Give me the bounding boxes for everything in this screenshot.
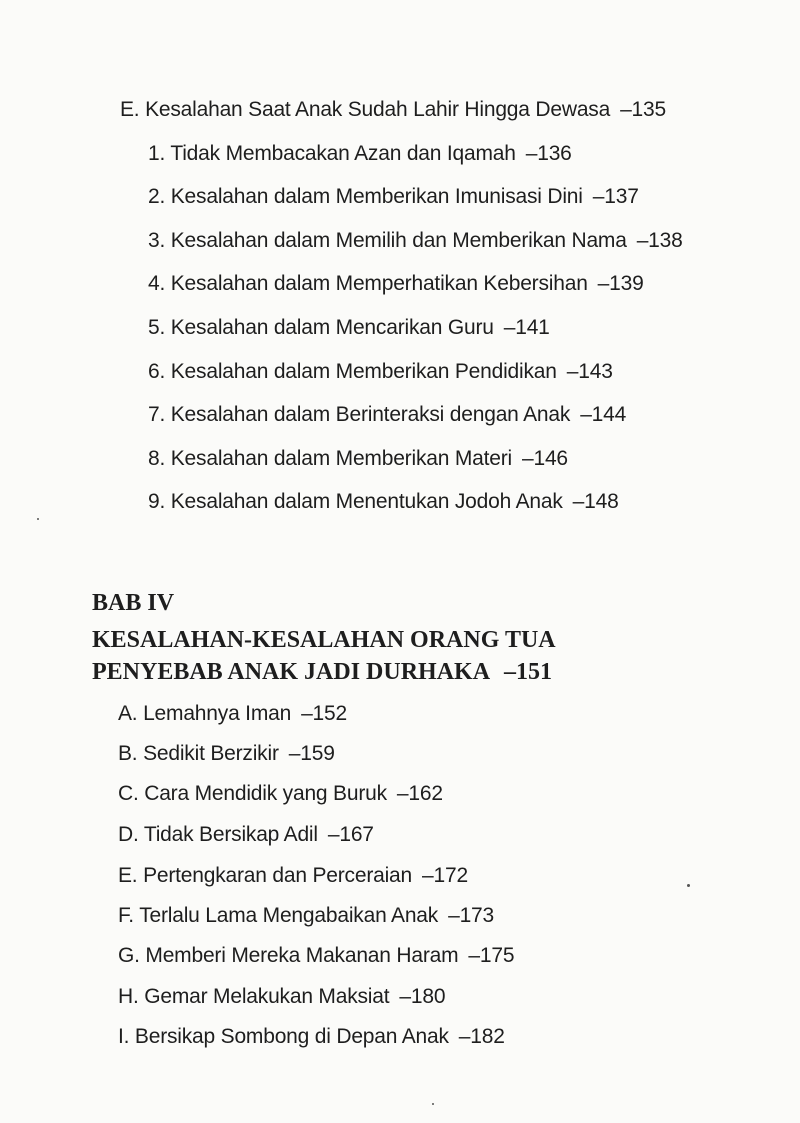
toc-subentry-title: 9. Kesalahan dalam Menentukan Jodoh Anak [148, 490, 563, 513]
toc-entry-page: –135 [620, 98, 666, 121]
toc-entry-title: A. Lemahnya Iman [118, 702, 292, 725]
toc-entry [118, 1025, 505, 1049]
toc-subentry-page: –136 [525, 142, 572, 165]
toc-subentry-page: –141 [503, 316, 550, 339]
toc-entry [118, 944, 514, 968]
toc-subentry-page: –139 [597, 272, 644, 295]
chapter-title-line-2: PENYEBAB ANAK JADI DURHAKA [92, 659, 491, 685]
toc-entry-page: –152 [301, 702, 347, 725]
toc-subentry-title: 8. Kesalahan dalam Memberikan Materi [148, 447, 512, 470]
toc-entry [118, 742, 335, 766]
chapter-label: BAB IV [92, 590, 175, 616]
toc-subentry [148, 447, 568, 471]
scan-speck [37, 518, 39, 520]
scan-speck [687, 884, 690, 887]
toc-entry-page: –180 [399, 985, 446, 1008]
toc-entry-title: I. Bersikap Sombong di Depan Anak [118, 1025, 449, 1048]
toc-subentry [148, 490, 619, 514]
toc-subentry [148, 272, 644, 296]
toc-subentry-title: 1. Tidak Membacakan Azan dan Iqamah [148, 142, 516, 165]
toc-subentry-page: –143 [566, 360, 613, 383]
toc-entry-page: –173 [448, 904, 495, 927]
toc-entry [118, 782, 443, 806]
toc-entry-page: –167 [327, 823, 374, 846]
toc-subentry [148, 142, 572, 166]
toc-entry-page: –175 [468, 944, 515, 967]
toc-entry [118, 823, 374, 847]
toc-subentry [148, 185, 639, 209]
toc-entry-page: –182 [458, 1025, 505, 1048]
toc-entry-title: F. Terlalu Lama Mengabaikan Anak [118, 904, 439, 927]
toc-entry-page: –159 [288, 742, 335, 765]
toc-subentry-page: –146 [521, 447, 568, 470]
toc-entry-section-e [120, 98, 666, 122]
toc-entry-title: G. Memberi Mereka Makanan Haram [118, 944, 459, 967]
chapter-title-line-1: KESALAHAN-KESALAHAN ORANG TUA [92, 627, 556, 653]
chapter-title [92, 624, 556, 688]
toc-subentry-title: 3. Kesalahan dalam Memilih dan Memberikan Nama [148, 229, 627, 252]
toc-entry-page: –172 [422, 864, 468, 887]
toc-entry-title: H. Gemar Melakukan Maksiat [118, 985, 390, 1008]
toc-entry-title: C. Cara Mendidik yang Buruk [118, 782, 387, 805]
toc-entry-page: –162 [396, 782, 443, 805]
toc-subentry [148, 316, 550, 340]
chapter-page: –151 [504, 659, 553, 685]
toc-entry-title: B. Sedikit Berzikir [118, 742, 279, 765]
toc-entry-title: D. Tidak Bersikap Adil [118, 823, 318, 846]
toc-entry [118, 864, 468, 888]
toc-subentry [148, 229, 683, 253]
toc-subentry-page: –137 [592, 185, 639, 208]
toc-subentry-page: –138 [636, 229, 683, 252]
toc-subentry-title: 2. Kesalahan dalam Memberikan Imunisasi Dini [148, 185, 583, 208]
toc-subentry-page: –144 [580, 403, 627, 426]
toc-entry-title: E. Pertengkaran dan Perceraian [118, 864, 413, 887]
toc-entry [118, 985, 445, 1009]
toc-subentry [148, 403, 626, 427]
toc-subentry-page: –148 [572, 490, 619, 513]
toc-entry [118, 702, 347, 726]
toc-entry [118, 904, 494, 928]
toc-subentry [148, 360, 613, 384]
toc-subentry-title: 4. Kesalahan dalam Memperhatikan Kebersihan [148, 272, 588, 295]
scan-speck [432, 1103, 434, 1105]
toc-subentry-title: 6. Kesalahan dalam Memberikan Pendidikan [148, 360, 557, 383]
toc-subentry-title: 7. Kesalahan dalam Berinteraksi dengan Anak [148, 403, 571, 426]
toc-subentry-title: 5. Kesalahan dalam Mencarikan Guru [148, 316, 494, 339]
toc-entry-title: E. Kesalahan Saat Anak Sudah Lahir Hingga Dewasa [120, 98, 611, 121]
